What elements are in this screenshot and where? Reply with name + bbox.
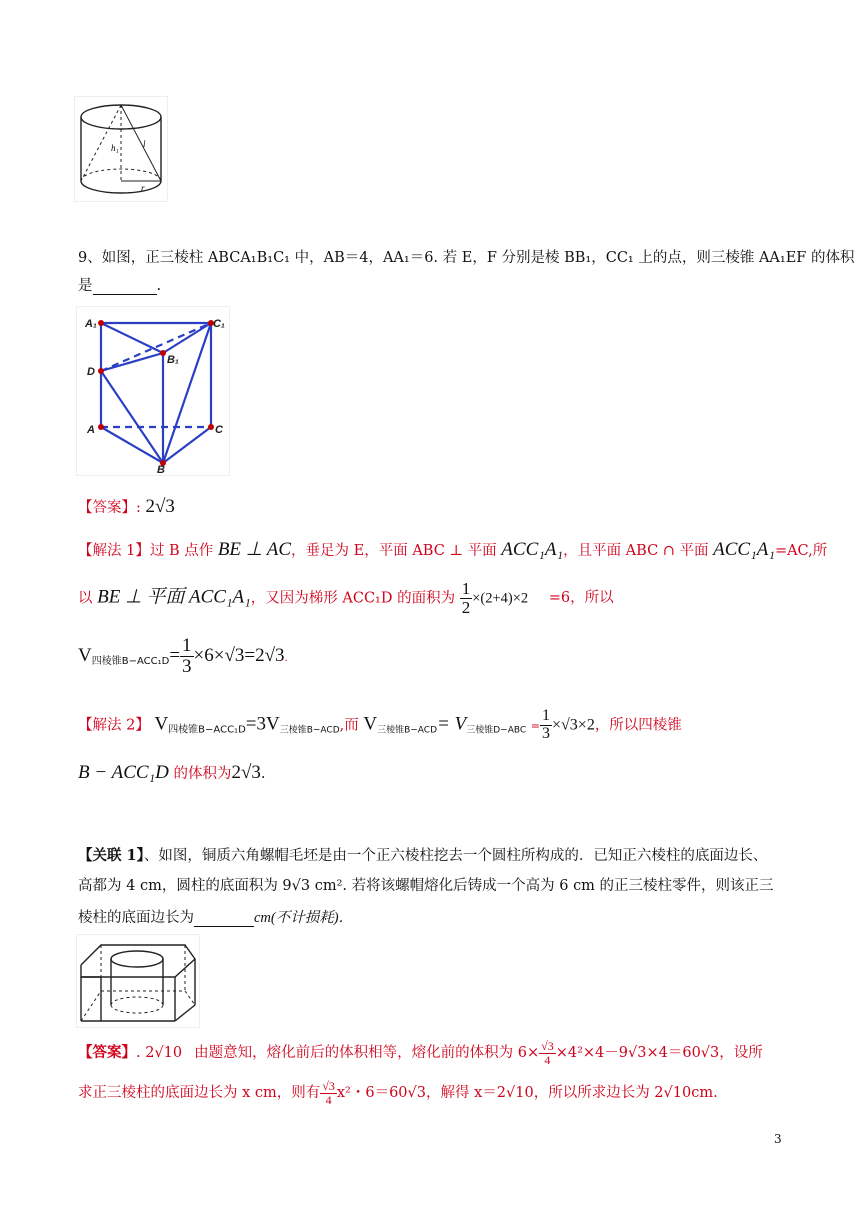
method1-text2: ，垂足为 E，平面 ABC ⊥ 平面 xyxy=(291,543,497,559)
answer-r1-frac2 xyxy=(320,1080,337,1106)
answer-r1-label: 【答案】 xyxy=(78,1044,136,1062)
method1-text4: =AC,所 xyxy=(774,543,828,559)
m2-v2-sub: 三棱锥B−ACD xyxy=(279,725,340,736)
answer-r1-frac2-num: √3 xyxy=(322,1079,335,1093)
prism-drawing xyxy=(77,307,229,475)
related1-line2: 高都为 4 cm，圆柱的底面积为 9√3 cm². 若将该螺帽熔化后铸成一个高为 6 cm 的正三棱柱零件，则该正三 xyxy=(78,878,774,894)
related1-line3 xyxy=(78,906,353,927)
vol-V: V xyxy=(78,644,92,666)
m2-tail: ，所以四棱锥 xyxy=(594,717,682,734)
vol-frac xyxy=(180,636,194,677)
m2-v3-sub: 三棱锥B−ACD xyxy=(377,725,438,736)
method1-line1 xyxy=(78,538,827,561)
related1-line3-prefix: 棱柱的底面边长为 xyxy=(78,910,194,926)
method1-frac-den: 2 xyxy=(461,597,471,617)
method1-label: 【解法 1】 xyxy=(78,543,150,559)
m2-rest: ×√3×2 xyxy=(551,716,595,734)
m2-line2-text: 的体积为 xyxy=(173,766,232,782)
method1-line2-expr: BE ⊥ 平面 xyxy=(97,586,185,608)
vol-end: . xyxy=(284,649,288,664)
label-D: D xyxy=(87,366,95,378)
method1-volume xyxy=(78,636,288,677)
vol-eq: = xyxy=(169,644,181,666)
related1-line1 xyxy=(78,844,767,865)
method1-line2-expr2: ACC₁A₁ xyxy=(188,586,251,608)
m2-sep: ,而 xyxy=(339,717,359,734)
vol-sub: 四棱锥B−ACC₁D xyxy=(91,655,170,667)
m2-line2-end: . xyxy=(260,766,266,782)
related1-line3-suffix: cm(不计损耗)． xyxy=(254,910,354,926)
method1-expr1: BE ⊥ AC xyxy=(217,539,292,560)
label-A1: A₁ xyxy=(85,318,97,330)
vol-frac-den: 3 xyxy=(182,655,192,677)
m2-eq2: = V xyxy=(437,713,467,735)
m2-frac-num: 1 xyxy=(541,707,550,724)
label-h1: h₁ xyxy=(111,143,119,153)
method1-text3: ，且平面 ABC ∩ 平面 xyxy=(563,543,709,559)
answer-r1-line2-text: 求正三棱柱的底面边长为 x cm，则有 xyxy=(78,1085,321,1102)
m2-v4-sub: 三棱锥D−ABC xyxy=(466,725,527,736)
label-C: C xyxy=(215,424,223,436)
method1-line2 xyxy=(78,580,614,617)
answer-r1-frac2-den: 4 xyxy=(325,1092,332,1107)
answer-r1-value: . 2√10 xyxy=(136,1045,183,1062)
answer-r1-line2 xyxy=(78,1080,718,1106)
answer-blank xyxy=(93,278,157,295)
hex-nut-figure xyxy=(76,934,200,1028)
m2-v3: V xyxy=(363,713,378,735)
m2-v1-sub: 四棱锥B−ACC₁D xyxy=(168,724,246,736)
label-A: A xyxy=(87,424,95,436)
method1-expr3: ACC₁A₁ xyxy=(713,539,775,560)
m2-line2-val: 2√3 xyxy=(231,762,261,783)
method1-line2-b: ，又因为梯形 ACC₁D 的面积为 xyxy=(250,590,456,607)
m2-v1: V xyxy=(154,713,169,735)
label-r: r xyxy=(141,183,145,193)
m2-frac xyxy=(540,708,552,743)
method1-line2-c: =6，所以 xyxy=(548,590,614,607)
vol-rest: ×6×√3=2√3 xyxy=(193,644,285,666)
q9-line2-prefix: 是 xyxy=(78,278,93,294)
hex-nut-drawing xyxy=(77,935,199,1027)
answer9-value: 2√3 xyxy=(145,496,175,517)
q9-line2 xyxy=(78,274,161,295)
answer-r1-line2-rest: x²・6＝60√3，解得 x＝2√10，所以所求边长为 2√10cm. xyxy=(336,1085,718,1102)
m2-eq1: =3V xyxy=(245,713,280,735)
method1-frac xyxy=(460,580,473,617)
label-C1: C₁ xyxy=(213,318,225,330)
cone-cylinder-figure xyxy=(74,96,168,202)
m2-frac-den: 3 xyxy=(541,724,550,742)
related1-label: 【关联 1】 xyxy=(78,847,144,864)
method1-expr2: ACC₁A₁ xyxy=(501,539,564,560)
answer-r1-line1-text: 由题意知，熔化前后的体积相等，熔化前的体积为 6× xyxy=(194,1045,540,1062)
q9-line1: 9、如图，正三棱柱 ABCA₁B₁C₁ 中，AB＝4，AA₁＝6. 若 E，F 分别是棱 BB₁，CC₁ 上的点，则三棱锥 AA₁EF 的体积 xyxy=(78,250,855,266)
method1-line2-a: 以 xyxy=(78,590,93,607)
vol-frac-num: 1 xyxy=(182,635,192,656)
method1-frac-num: 1 xyxy=(461,579,471,598)
method2-line2 xyxy=(78,762,266,784)
answer-r1-frac1-den: 4 xyxy=(544,1052,551,1067)
answer-r1-line1 xyxy=(78,1040,763,1066)
method2-label: 【解法 2】 xyxy=(78,717,150,734)
q9-line2-suffix: . xyxy=(156,278,162,294)
label-B1: B₁ xyxy=(167,354,179,366)
answer9 xyxy=(78,496,175,518)
method2-line1 xyxy=(78,708,682,743)
m2-line2-expr: B − ACC₁D xyxy=(78,762,169,783)
cone-cylinder-drawing xyxy=(75,97,167,201)
prism-figure xyxy=(76,306,230,476)
method1-frac-rest: ×(2+4)×2 xyxy=(472,590,529,607)
related1-line1-text: 、如图，铜质六角螺帽毛坯是由一个正六棱柱挖去一个圆柱所构成的．已知正六棱柱的底面边长、 xyxy=(143,848,768,864)
answer-r1-frac1 xyxy=(539,1040,556,1066)
label-B: B xyxy=(157,464,165,475)
answer-r1-frac1-num: √3 xyxy=(541,1039,554,1053)
answer-r1-line1-rest: ×4²×4－9√3×4＝60√3，设所 xyxy=(555,1045,763,1062)
related1-blank xyxy=(194,910,254,927)
m2-eq3: = xyxy=(530,719,540,733)
page-number: 3 xyxy=(774,1132,782,1146)
answer9-label: 【答案】: xyxy=(78,500,141,516)
label-l: l xyxy=(143,139,146,149)
method1-text1: 过 B 点作 xyxy=(149,543,214,559)
